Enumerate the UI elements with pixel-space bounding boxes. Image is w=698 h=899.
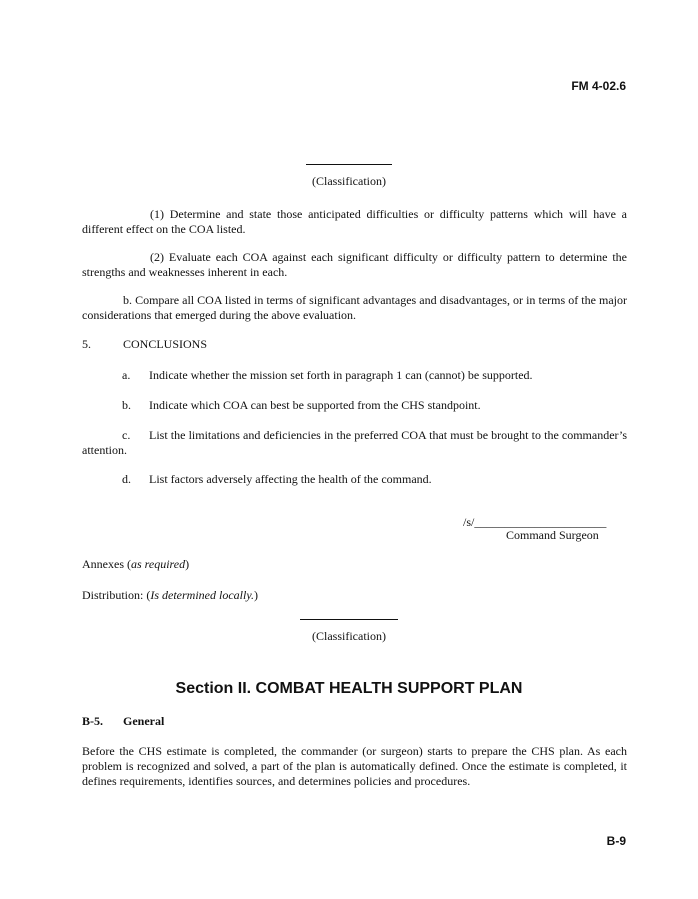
conclusion-text: List factors adversely affecting the health of the command. [149,472,432,486]
paragraph-difficulties: (1) Determine and state those anticipated difficulties or difficulty patterns which will have a different effect on the COA listed. [82,207,627,236]
annexes-label: Annexes ( [82,557,131,571]
classification-block-bottom [0,619,698,644]
classification-rule-top [306,164,392,165]
b5-heading [82,714,164,729]
signature-line: /s/______________________ [463,515,607,529]
document-id: FM 4-02.6 [571,79,626,93]
conclusion-item-b [122,398,627,413]
conclusion-label: a. [122,368,131,382]
section-title: Section II. COMBAT HEALTH SUPPORT PLAN [175,680,523,697]
annexes-end: ) [185,557,190,571]
classification-label-top: (Classification) [312,174,386,188]
conclusion-text: Indicate whether the mission set forth in paragraph 1 can (cannot) be supported. [149,368,533,382]
distribution-note: Is determined locally. [150,588,254,602]
distribution-line [82,588,258,603]
classification-rule-bottom [300,619,398,620]
signature-title: Command Surgeon [506,528,599,542]
conclusions-title: CONCLUSIONS [123,337,208,351]
conclusion-label: b. [122,398,131,412]
conclusion-item-d [122,472,627,487]
classification-block-top [0,164,698,189]
conclusion-item-a [122,368,627,383]
paragraph-evaluate-coa: (2) Evaluate each COA against each significant difficulty or difficulty pattern to determine the strengths and weaknesses inherent in each. [82,250,627,279]
annexes-line [82,557,189,572]
conclusion-text: List the limitations and deficiencies in the preferred COA that must be brought to the commander’s attention. [82,428,627,457]
distribution-end: ) [253,588,258,602]
conclusion-item-c [82,428,627,458]
conclusion-label: c. [122,428,131,442]
conclusions-heading [82,337,207,352]
page-number: B-9 [606,834,626,848]
conclusions-number: 5. [82,337,91,351]
conclusion-label: d. [122,472,131,486]
distribution-label: Distribution: ( [82,588,151,602]
classification-label-bottom: (Classification) [312,629,386,643]
b5-body: Before the CHS estimate is completed, the commander (or surgeon) starts to prepare the CHS plan. As each problem is recognized and solved, a part of the plan is automatically defined. Once the estimate is completed, it defines requirements, identifies sources, and determines policies and procedures. [82,744,627,788]
b5-title: General [123,714,165,728]
paragraph-compare-coa: b. Compare all COA listed in terms of significant advantages and disadvantages, or in terms of the major considerations that emerged during the above evaluation. [82,293,627,322]
b5-number: B-5. [82,714,103,728]
conclusion-text: Indicate which COA can best be supported from the CHS standpoint. [149,398,481,412]
annexes-note: as required [130,557,186,571]
